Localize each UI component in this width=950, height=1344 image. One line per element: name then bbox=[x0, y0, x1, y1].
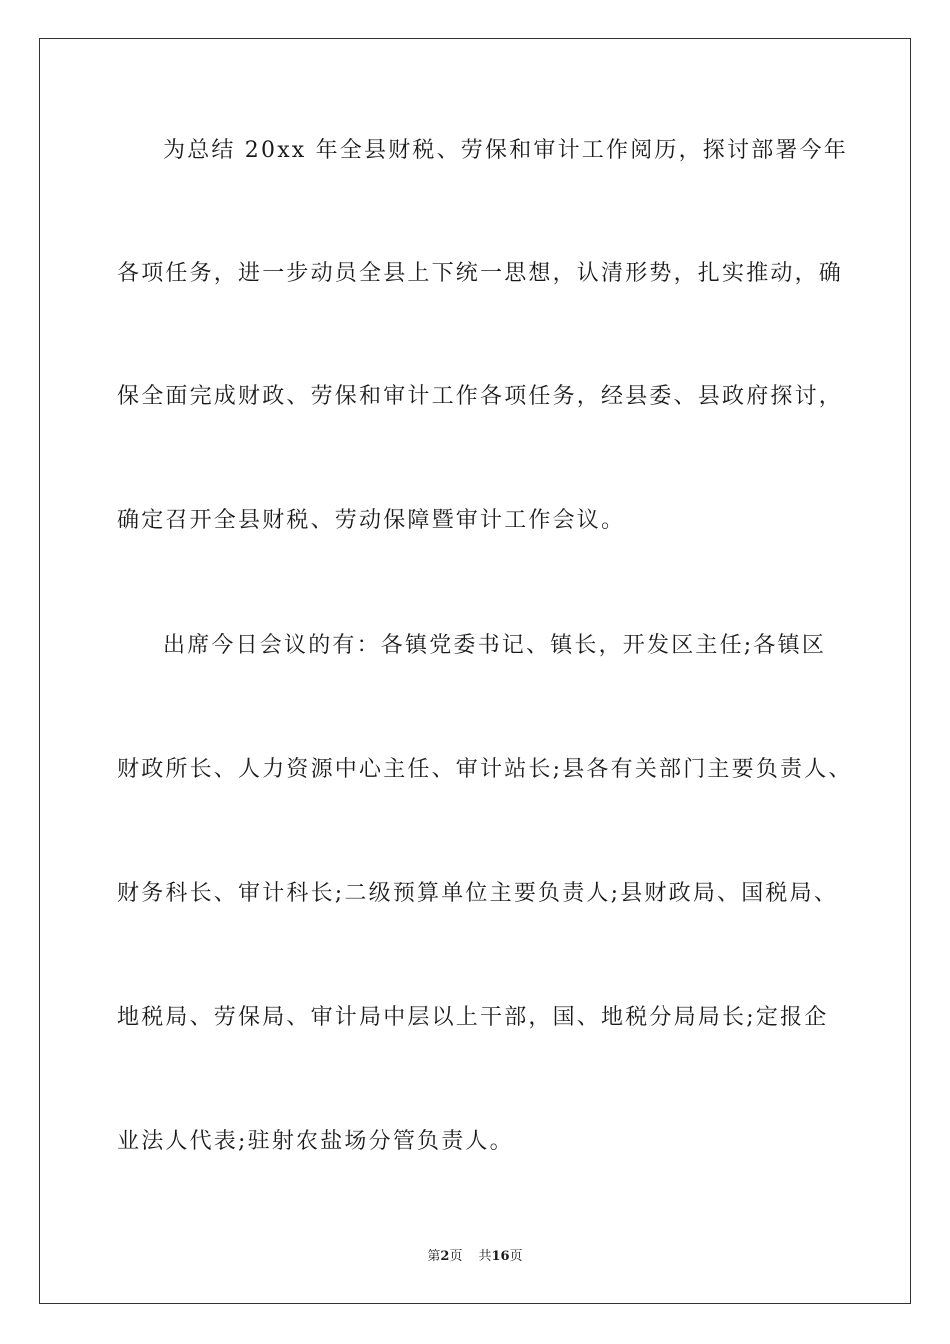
total-pages: 16 bbox=[491, 1249, 510, 1264]
total-suffix: 页 bbox=[509, 1249, 523, 1264]
paragraph-line: 保全面完成财政、劳保和审计工作各项任务，经县委、县政府探讨， bbox=[117, 384, 844, 409]
paragraph-line: 为总结 20xx 年全县财税、劳保和审计工作阅历，探讨部署今年 bbox=[163, 138, 848, 163]
paragraph-line: 出席今日会议的有：各镇党委书记、镇长，开发区主任;各镇区 bbox=[163, 633, 827, 658]
paragraph-line: 各项任务，进一步动员全县上下统一思想，认清形势，扎实推动，确 bbox=[117, 261, 844, 286]
page-suffix: 页 bbox=[449, 1249, 463, 1264]
page-footer bbox=[0, 1248, 950, 1266]
page-prefix: 第 bbox=[427, 1249, 441, 1264]
total-prefix: 共 bbox=[478, 1249, 492, 1264]
paragraph-line: 确定召开全县财税、劳动保障暨审计工作会议。 bbox=[117, 508, 626, 533]
page-border bbox=[39, 38, 911, 1304]
paragraph-line: 财政所长、人力资源中心主任、审计站长;县各有关部门主要负责人、 bbox=[117, 757, 853, 782]
paragraph-line: 财务科长、审计科长;二级预算单位主要负责人;县财政局、国税局、 bbox=[117, 881, 839, 906]
paragraph-line: 业法人代表;驻射农盐场分管负责人。 bbox=[117, 1129, 514, 1154]
page-number: 2 bbox=[440, 1249, 450, 1264]
paragraph-line: 地税局、劳保局、审计局中层以上干部，国、地税分局局长;定报企 bbox=[117, 1005, 829, 1030]
